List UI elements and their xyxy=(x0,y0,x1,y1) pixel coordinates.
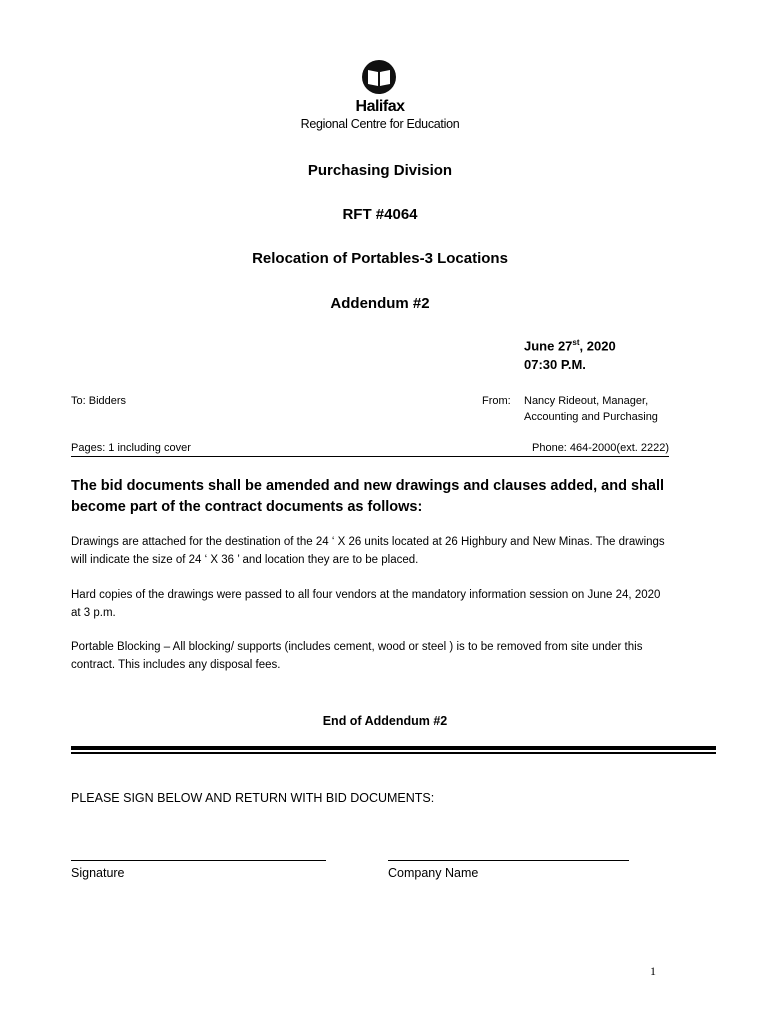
amendment-statement: The bid documents shall be amended and new drawings and clauses added, and shall become part of the contract documents as follows: xyxy=(71,478,665,515)
date-prefix: June 27 xyxy=(524,338,573,354)
phone-number: Phone: 464-2000(ext. 2222) xyxy=(532,442,669,454)
signature-line xyxy=(71,860,326,861)
date-year: , 2020 xyxy=(579,338,616,354)
open-book-icon xyxy=(360,58,398,96)
signature-label: Signature xyxy=(71,866,125,880)
from-name: Nancy Rideout, Manager, xyxy=(524,395,649,407)
company-name-line xyxy=(388,860,629,861)
from-label: From: xyxy=(482,395,511,407)
project-title: Relocation of Portables-3 Locations xyxy=(252,250,508,267)
sign-instruction: PLEASE SIGN BELOW AND RETURN WITH BID DOCUMENTS: xyxy=(71,791,435,805)
logo-name: Halifax xyxy=(355,98,405,115)
page-number: 1 xyxy=(650,964,656,978)
paragraph-hard-copies: Hard copies of the drawings were passed to all four vendors at the mandatory information session on June 24, 2020 at 3 p.m. xyxy=(71,589,661,619)
addendum-heading: Addendum #2 xyxy=(330,295,430,312)
division-heading: Purchasing Division xyxy=(307,162,453,179)
paragraph-drawings: Drawings are attached for the destination of the 24 ‘ X 26 units located at 26 Highbury and New Minas. The drawings will indicate the size of 24 ‘ X 36 ’ and location they are to be placed. xyxy=(71,536,665,566)
pages-count: Pages: 1 including cover xyxy=(71,442,191,454)
paragraph-blocking: Portable Blocking – All blocking/ supports (includes cement, wood or steel ) is to be removed from site under this contract. This includes any disposal fees. xyxy=(71,641,643,671)
divider-thick xyxy=(71,746,716,750)
from-role: Accounting and Purchasing xyxy=(524,411,658,423)
divider-thin xyxy=(71,752,716,754)
date-line xyxy=(524,338,616,353)
rft-number: RFT #4064 xyxy=(342,206,418,223)
logo-subtitle: Regional Centre for Education xyxy=(300,117,460,131)
date-suffix: st xyxy=(572,338,580,347)
pages-row xyxy=(71,442,669,457)
end-of-addendum: End of Addendum #2 xyxy=(322,714,448,728)
to-line: To: Bidders xyxy=(71,395,127,407)
company-name-label: Company Name xyxy=(388,866,479,880)
time-line: 07:30 P.M. xyxy=(524,357,586,372)
